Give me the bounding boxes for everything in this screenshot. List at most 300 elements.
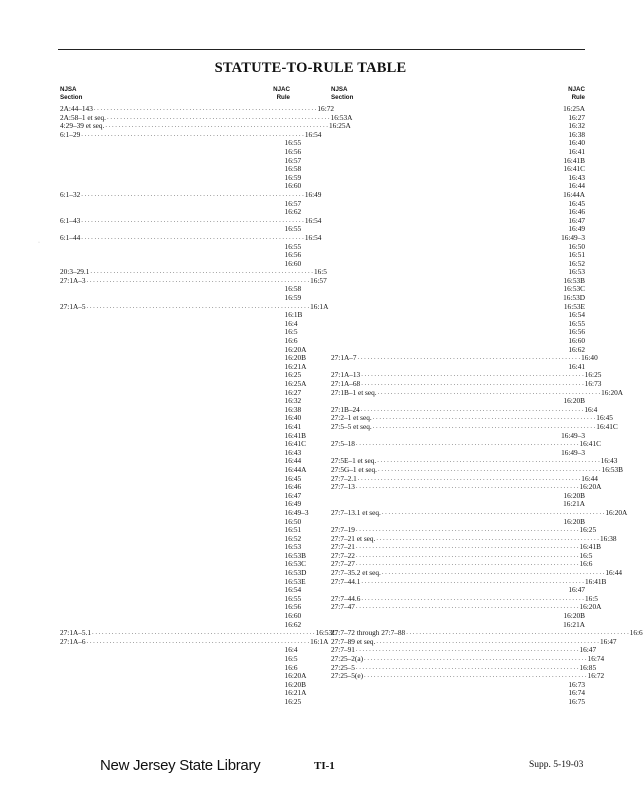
rule-number: 16:20A [579, 602, 602, 612]
rule-number: 16:72 [587, 671, 605, 681]
leader-dots: . . . . . . . . . . . . . . . . . . . . . . . . . . . . . . . . . . . . . . . . . . . . . . . . . . . . . . . . . . . . . . . . . . . . [372, 414, 596, 422]
table-row [60, 430, 307, 441]
rule-number: 16:45 [568, 198, 585, 208]
rule-number: 16:59 [284, 172, 302, 182]
rule-number: 16:25 [579, 525, 597, 535]
rule-number: 16:52 [568, 258, 585, 268]
statute-section: 27:7–21 et seq. [331, 533, 376, 543]
table-row [331, 353, 598, 363]
table-row [331, 593, 598, 604]
rule-number: 16:45 [596, 413, 613, 423]
table-row [60, 568, 307, 578]
table-row [60, 404, 302, 415]
rule-number: 16:53 [568, 267, 585, 277]
rule-number: 16:49 [568, 224, 585, 234]
library-name: New Jersey State Library [100, 757, 261, 774]
rule-number: 16:49–3 [561, 447, 585, 457]
table-row [331, 612, 585, 621]
rule-number: 16:53C [315, 628, 338, 638]
rule-number: 16:56 [284, 602, 302, 612]
rule-number: 16:20A [284, 671, 307, 681]
rule-number: 16:6 [284, 662, 298, 672]
rule-number: 16:54 [304, 232, 322, 242]
rule-number: 16:44A [284, 464, 307, 474]
header-section: Section [60, 93, 83, 101]
rule-number: 16:41C [563, 164, 585, 174]
rule-number: 16:74 [568, 688, 585, 698]
rule-number: 16:55 [284, 224, 302, 234]
right-column [328, 86, 643, 707]
table-row [60, 250, 302, 260]
rule-number: 16:32 [568, 121, 585, 131]
header-njsa: NJSA [60, 86, 77, 93]
rule-number: 16:54 [284, 585, 302, 595]
rule-number: 16:57 [284, 155, 302, 165]
table-row [331, 550, 593, 561]
table-row [60, 181, 302, 191]
rule-number: 16:44 [581, 473, 598, 483]
table-row [60, 447, 302, 458]
rule-number: 16:41 [284, 421, 302, 431]
table-row [331, 105, 585, 114]
left-column-header [60, 86, 290, 104]
leader-dots: . . . . . . . . . . . . . . . . . . . . . . . . . . . . . . . . . . . . . . . . . . . . . . . . . . . . . . . . . . . . . . . . . . . . [364, 672, 587, 680]
statute-section: 27:1A–5 [60, 301, 86, 311]
rule-number: 16:73 [568, 679, 585, 689]
leader-dots: . . . . . . . . . . . . . . . . . . . . . . . . . . . . . . . . . . . . . . . . . . . . . . . . . . . . . . . . . . . . . . . . . . . . [377, 388, 601, 396]
rule-number: 16:57 [284, 198, 302, 208]
supplement-date: Supp. 5-19-03 [529, 760, 584, 770]
rule-number: 16:44A [563, 189, 585, 199]
rule-number: 16:38 [599, 533, 617, 543]
rule-number: 16:47 [599, 636, 617, 646]
table-row [60, 679, 307, 690]
table-row [60, 327, 298, 337]
table-row [60, 336, 298, 346]
table-row [60, 654, 298, 664]
table-row [331, 225, 585, 234]
table-row [60, 146, 302, 157]
rule-number: 16:41C [596, 421, 618, 431]
statute-section: 27:2–1 et seq. [331, 413, 372, 423]
rule-number: 16:73 [584, 379, 602, 388]
rule-number: 16:25 [284, 370, 302, 380]
statute-section: 6:1–32 [60, 189, 81, 199]
rule-number: 16:53D [563, 293, 585, 303]
leader-dots: . . . . . . . . . . . . . . . . . . . . . . . . . . . . . . . . . . . . . . . . . . . . . . . . . . . . . . . . . . . . . . . . . . . . [376, 637, 599, 645]
rule-number: 16:38 [568, 129, 585, 139]
table-row [331, 337, 585, 346]
rule-number: 16:56 [284, 250, 302, 260]
statute-section: 27:25–5(e) [331, 671, 364, 681]
table-row [331, 370, 602, 380]
table-row [60, 172, 302, 183]
table-row [331, 294, 585, 303]
rule-number: 16:45 [284, 473, 302, 483]
table-row [60, 258, 302, 269]
rule-number: 16:6 [579, 559, 593, 569]
rule-number: 16:60 [284, 181, 302, 191]
leader-dots: . . . . . . . . . . . . . . . . . . . . . . . . . . . . . . . . . . . . . . . . . . . . . . . . . . . . . . . . . . . . . . . . . . . . [355, 526, 579, 534]
rule-number: 16:58 [284, 164, 302, 174]
table-row [331, 165, 585, 174]
rule-number: 16:32 [284, 396, 302, 406]
table-row [331, 568, 623, 578]
leader-dots: . . . . . . . . . . . . . . . . . . . . . . . . . . . . . . . . . . . . . . . . . . . . . . . . . . . . . . . . . . . . . . . . . . . . [406, 629, 629, 637]
statute-section: 27:1A–68 [331, 379, 361, 388]
rule-number: 16:41B [284, 430, 307, 440]
rule-number: 16:20B [563, 396, 585, 406]
statute-section: 27:5–18 [331, 439, 355, 449]
table-row [60, 361, 307, 372]
rule-number: 16:58 [284, 284, 302, 294]
rule-number: 16:51 [284, 525, 302, 535]
statute-section: 27:7–72 through 27:7–88 [331, 628, 406, 638]
rule-number: 16:62 [284, 207, 302, 217]
table-row [331, 492, 585, 501]
rule-number: 16:54 [568, 310, 585, 320]
table-row [331, 681, 585, 690]
leader-dots: . . . . . . . . . . . . . . . . . . . . . . . . . . . . . . . . . . . . . . . . . . . . . . . . . . . . . . . . . . . . . . . . . . . . [81, 233, 304, 241]
rule-number: 16:53E [563, 301, 585, 311]
rule-number: 16:55 [284, 138, 302, 148]
rule-number: 16:20A [284, 344, 307, 354]
table-row [60, 129, 322, 140]
table-row [331, 320, 585, 329]
rule-number: 16:41B [584, 576, 607, 586]
table-row [331, 157, 585, 166]
leader-dots: . . . . . . . . . . . . . . . . . . . . . . . . . . . . . . . . . . . . . . . . . . . . . . . . . . . . . . . . . . . . . . . . . . . . [355, 440, 579, 448]
table-row [60, 396, 302, 406]
rule-number: 16:20A [601, 387, 624, 397]
leader-dots: . . . . . . . . . . . . . . . . . . . . . . . . . . . . . . . . . . . . . . . . . . . . . . . . . . . . . . . . . . . . . . . . . . . . [357, 474, 581, 482]
table-row [60, 696, 302, 707]
leader-dots: . . . . . . . . . . . . . . . . . . . . . . . . . . . . . . . . . . . . . . . . . . . . . . . . . . . . . . . . . . . . . . . . . . . . [92, 629, 315, 637]
rule-number: 16:6 [629, 628, 643, 638]
rule-number: 16:53A [330, 112, 353, 122]
rule-number: 16:47 [568, 585, 585, 595]
rule-number: 16:38 [284, 404, 302, 414]
rule-number: 16:74 [587, 654, 605, 663]
header-rule: Rule [276, 93, 290, 101]
table-row [60, 602, 302, 612]
table-row [331, 191, 585, 200]
table-row [331, 251, 585, 260]
table-row [60, 310, 303, 320]
rule-number: 16:44 [284, 456, 302, 466]
leader-dots: . . . . . . . . . . . . . . . . . . . . . . . . . . . . . . . . . . . . . . . . . . . . . . . . . . . . . . . . . . . . . . . . . . . . [107, 113, 330, 121]
rule-number: 16:53D [284, 568, 307, 578]
table-row [60, 224, 302, 234]
table-row [331, 174, 585, 183]
table-row [331, 397, 585, 406]
rule-number: 16:43 [568, 172, 585, 182]
table-row [328, 121, 585, 131]
rule-number: 16:5 [313, 267, 327, 277]
leader-dots: . . . . . . . . . . . . . . . . . . . . . . . . . . . . . . . . . . . . . . . . . . . . . . . . . . . . . . . . . . . . . . . . . . . . [81, 130, 304, 138]
table-row [331, 464, 624, 475]
statute-section: 27:1A–6 [60, 636, 86, 646]
table-row [331, 654, 605, 664]
rule-number: 16:60 [284, 611, 302, 621]
table-row [331, 277, 585, 286]
rule-number: 16:44 [605, 568, 623, 578]
rule-number: 16:57 [310, 275, 327, 285]
rule-number: 16:46 [568, 207, 585, 217]
table-row [60, 275, 327, 286]
leader-dots: . . . . . . . . . . . . . . . . . . . . . . . . . . . . . . . . . . . . . . . . . . . . . . . . . . . . . . . . . . . . . . . . . . . . [361, 371, 584, 379]
statute-section: 27:7–21 [331, 542, 355, 552]
statute-section: 6:1–29 [60, 129, 81, 139]
statute-section: 27:25–2(a) [331, 654, 364, 663]
table-row [60, 241, 302, 252]
rule-number: 16:20B [284, 353, 307, 363]
table-row [60, 611, 302, 621]
statute-section: 27:1A–7 [331, 353, 357, 363]
header-njac: NJAC [273, 86, 290, 93]
rule-number: 16:56 [568, 327, 585, 337]
table-row [331, 131, 585, 140]
table-row [331, 698, 585, 707]
table-row [60, 353, 307, 363]
rule-number: 16:51 [568, 250, 585, 260]
table-row [60, 439, 307, 449]
leader-dots: . . . . . . . . . . . . . . . . . . . . . . . . . . . . . . . . . . . . . . . . . . . . . . . . . . . . . . . . . . . . . . . . . . . . [355, 646, 579, 654]
header-rule: Rule [571, 93, 585, 101]
rule-number: 16:47 [568, 215, 585, 225]
table-row [331, 268, 585, 277]
table-row [331, 533, 617, 544]
table-row [60, 164, 302, 174]
table-row [331, 473, 598, 484]
statute-section: 27:7–44.1 [331, 576, 361, 586]
rule-number: 16:53C [284, 559, 307, 569]
rule-number: 16:47 [284, 490, 302, 500]
right-rows [328, 104, 643, 707]
rule-number: 16:52 [284, 533, 302, 543]
table-row [60, 490, 302, 501]
table-row [60, 413, 302, 423]
statute-section: 27:7–13 [331, 482, 355, 492]
table-row [331, 586, 585, 595]
table-row [331, 114, 585, 123]
table-row [60, 318, 298, 329]
table-row [60, 387, 302, 398]
table-row [60, 671, 307, 681]
rule-number: 16:21A [284, 688, 307, 698]
table-row [60, 232, 322, 243]
table-row [331, 217, 585, 226]
rule-number: 16:25 [284, 696, 302, 706]
rule-number: 16:60 [284, 258, 302, 268]
table-row [331, 432, 585, 441]
leader-dots: . . . . . . . . . . . . . . . . . . . . . . . . . . . . . . . . . . . . . . . . . . . . . . . . . . . . . . . . . . . . . . . . . . . . [360, 405, 584, 413]
rule-number: 16:50 [568, 241, 585, 251]
rule-number: 16:41B [563, 155, 585, 165]
rule-number: 16:41 [568, 361, 585, 371]
rule-number: 16:5 [584, 593, 598, 603]
table-row [331, 645, 597, 655]
leader-dots: . . . . . . . . . . . . . . . . . . . . . . . . . . . . . . . . . . . . . . . . . . . . . . . . . . . . . . . . . . . . . . . . . . . . [372, 422, 596, 430]
leader-dots: . . . . . . . . . . . . . . . . . . . . . . . . . . . . . . . . . . . . . . . . . . . . . . . . . . . . . . . . . . . . . . . . . . . . [361, 594, 584, 602]
leader-dots: . . . . . . . . . . . . . . . . . . . . . . . . . . . . . . . . . . . . . . . . . . . . . . . . . . . . . . . . . . . . . . . . . . . . [93, 105, 317, 112]
rule-number: 16:53C [563, 284, 585, 294]
table-row [331, 421, 618, 432]
table-row [60, 636, 329, 647]
table-row [60, 525, 302, 535]
table-row [60, 215, 322, 226]
table-row [60, 344, 307, 355]
rule-number: 16:20B [563, 516, 585, 526]
rule-number: 16:20A [605, 507, 628, 517]
table-row [331, 518, 585, 527]
table-row [60, 198, 302, 209]
rule-number: 16:43 [600, 456, 618, 466]
statute-section: 27:1A–13 [331, 370, 361, 380]
rule-number: 16:47 [579, 645, 597, 655]
leader-dots: . . . . . . . . . . . . . . . . . . . . . . . . . . . . . . . . . . . . . . . . . . . . . . . . . . . . . . . . . . . . . . . . . . . . [376, 534, 599, 542]
statute-section: 4:29–39 et seq. [60, 121, 105, 131]
rule-number: 16:21A [284, 361, 307, 371]
page-number: TI-1 [314, 760, 335, 772]
statute-section: 27:25–5 [331, 662, 355, 672]
table-row [331, 260, 585, 269]
leader-dots: . . . . . . . . . . . . . . . . . . . . . . . . . . . . . . . . . . . . . . . . . . . . . . . . . . . . . . . . . . . . . . . . . . . . [377, 457, 600, 465]
statute-section: 6:1–43 [60, 215, 81, 225]
rule-number: 16:20B [563, 490, 585, 500]
table-row [60, 155, 302, 166]
table-row [331, 482, 602, 492]
statute-section: 27:7–35.2 et seq. [331, 568, 381, 578]
statute-section: 27:1A–5.1 [60, 628, 92, 638]
rule-number: 16:1B [284, 310, 303, 320]
header-section: Section [331, 93, 354, 101]
table-row [60, 559, 307, 569]
statute-section: 27:7–27 [331, 559, 355, 569]
rule-number: 16:41B [579, 542, 601, 552]
statute-section: 27:7–2.1 [331, 473, 357, 483]
table-row [331, 346, 585, 355]
rule-number: 16:27 [568, 112, 585, 122]
rule-number: 16:50 [284, 516, 302, 526]
rule-number: 16:4 [284, 318, 298, 328]
statute-section: 27:7–47 [331, 602, 355, 612]
table-row [60, 121, 351, 131]
leader-dots: . . . . . . . . . . . . . . . . . . . . . . . . . . . . . . . . . . . . . . . . . . . . . . . . . . . . . . . . . . . . . . . . . . . . [355, 483, 579, 491]
margin-mark: · [38, 240, 40, 246]
rule-number: 16:53B [563, 275, 585, 285]
statute-section: 27:1B–1 et seq. [331, 387, 377, 397]
rule-number: 16:72 [317, 104, 335, 113]
leader-dots: . . . . . . . . . . . . . . . . . . . . . . . . . . . . . . . . . . . . . . . . . . . . . . . . . . . . . . . . . . . . . . . . . . . . [81, 216, 304, 224]
rule-number: 16:53B [284, 550, 307, 560]
leader-dots: . . . . . . . . . . . . . . . . . . . . . . . . . . . . . . . . . . . . . . . . . . . . . . . . . . . . . . . . . . . . . . . . . . . . [355, 603, 579, 611]
table-row [60, 533, 302, 544]
table-row [60, 464, 307, 475]
table-row [331, 662, 597, 673]
rule-number: 16:41C [284, 439, 307, 449]
table-row [60, 138, 302, 148]
statute-section: 2A:44–143 [60, 104, 93, 113]
page-title: STATUTE-TO-RULE TABLE [214, 60, 407, 76]
rule-number: 16:41C [579, 439, 601, 449]
top-rule [58, 49, 585, 50]
rule-number: 16:40 [284, 413, 302, 423]
leader-dots: . . . . . . . . . . . . . . . . . . . . . . . . . . . . . . . . . . . . . . . . . . . . . . . . . . . . . . . . . . . . . . . . . . . . [355, 551, 579, 559]
leader-dots: . . . . . . . . . . . . . . . . . . . . . . . . . . . . . . . . . . . . . . . . . . . . . . . . . . . . . . . . . . . . . . . . . . . . [90, 268, 313, 276]
statute-section: 27:7–44.6 [331, 593, 361, 603]
rule-number: 16:20B [563, 611, 585, 621]
table-row [331, 439, 601, 449]
table-row [60, 370, 302, 380]
table-row [331, 148, 585, 157]
rule-number: 16:85 [579, 662, 597, 672]
statute-section: 27:5E–1 et seq. [331, 456, 377, 466]
table-row [60, 516, 302, 527]
rule-number: 16:54 [304, 129, 322, 139]
leader-dots: . . . . . . . . . . . . . . . . . . . . . . . . . . . . . . . . . . . . . . . . . . . . . . . . . . . . . . . . . . . . . . . . . . . . [86, 637, 310, 645]
table-row [331, 387, 624, 398]
table-row [60, 473, 302, 484]
table-row [60, 456, 302, 466]
table-row [60, 585, 302, 595]
table-row [60, 628, 338, 638]
right-column-header [331, 86, 585, 104]
table-row [60, 550, 307, 561]
rule-number: 16:1A [310, 636, 329, 646]
statute-section: 6:1–44 [60, 232, 81, 242]
table-row [60, 284, 302, 294]
leader-dots: . . . . . . . . . . . . . . . . . . . . . . . . . . . . . . . . . . . . . . . . . . . . . . . . . . . . . . . . . . . . . . . . . . . . [355, 560, 579, 568]
table-row [331, 303, 585, 312]
rule-number: 16:75 [568, 696, 585, 706]
rule-number: 16:21A [563, 499, 585, 509]
table-row [331, 542, 601, 552]
leader-dots: . . . . . . . . . . . . . . . . . . . . . . . . . . . . . . . . . . . . . . . . . . . . . . . . . . . . . . . . . . . . . . . . . . . . [381, 569, 605, 577]
rule-number: 16:62 [284, 619, 302, 629]
rule-number: 16:60 [568, 336, 585, 346]
rule-number: 16:55 [284, 593, 302, 603]
leader-dots: . . . . . . . . . . . . . . . . . . . . . . . . . . . . . . . . . . . . . . . . . . . . . . . . . . . . . . . . . . . . . . . . . . . . [105, 122, 328, 130]
rule-number: 16:5 [579, 550, 593, 560]
table-row [331, 689, 585, 698]
table-row [331, 200, 585, 209]
rule-number: 16:49–3 [284, 507, 309, 517]
table-row [60, 619, 302, 630]
header-njsa: NJSA [331, 86, 348, 93]
rule-number: 16:56 [284, 146, 302, 156]
table-row [60, 421, 302, 432]
rule-number: 16:54 [304, 215, 322, 225]
leader-dots: . . . . . . . . . . . . . . . . . . . . . . . . . . . . . . . . . . . . . . . . . . . . . . . . . . . . . . . . . . . . . . . . . . . . [364, 655, 587, 662]
rule-number: 16:25 [584, 370, 602, 380]
rule-number: 16:40 [581, 353, 598, 363]
leader-dots: . . . . . . . . . . . . . . . . . . . . . . . . . . . . . . . . . . . . . . . . . . . . . . . . . . . . . . . . . . . . . . . . . . . . [361, 380, 584, 387]
leader-dots: . . . . . . . . . . . . . . . . . . . . . . . . . . . . . . . . . . . . . . . . . . . . . . . . . . . . . . . . . . . . . . . . . . . . [86, 276, 310, 284]
table-row [60, 267, 327, 277]
table-row [60, 593, 302, 604]
rule-number: 16:4 [584, 404, 598, 414]
statute-section: 27:7–13.1 et seq. [331, 507, 381, 517]
rule-number: 16:21A [563, 619, 585, 629]
rule-number: 16:43 [284, 447, 302, 457]
rule-number: 16:25A [563, 104, 585, 113]
rule-number: 16:25A [284, 379, 307, 388]
rule-number: 16:4 [284, 645, 298, 655]
rule-number: 16:27 [284, 387, 302, 397]
rule-number: 16:5 [284, 654, 298, 663]
table-row [60, 499, 302, 509]
